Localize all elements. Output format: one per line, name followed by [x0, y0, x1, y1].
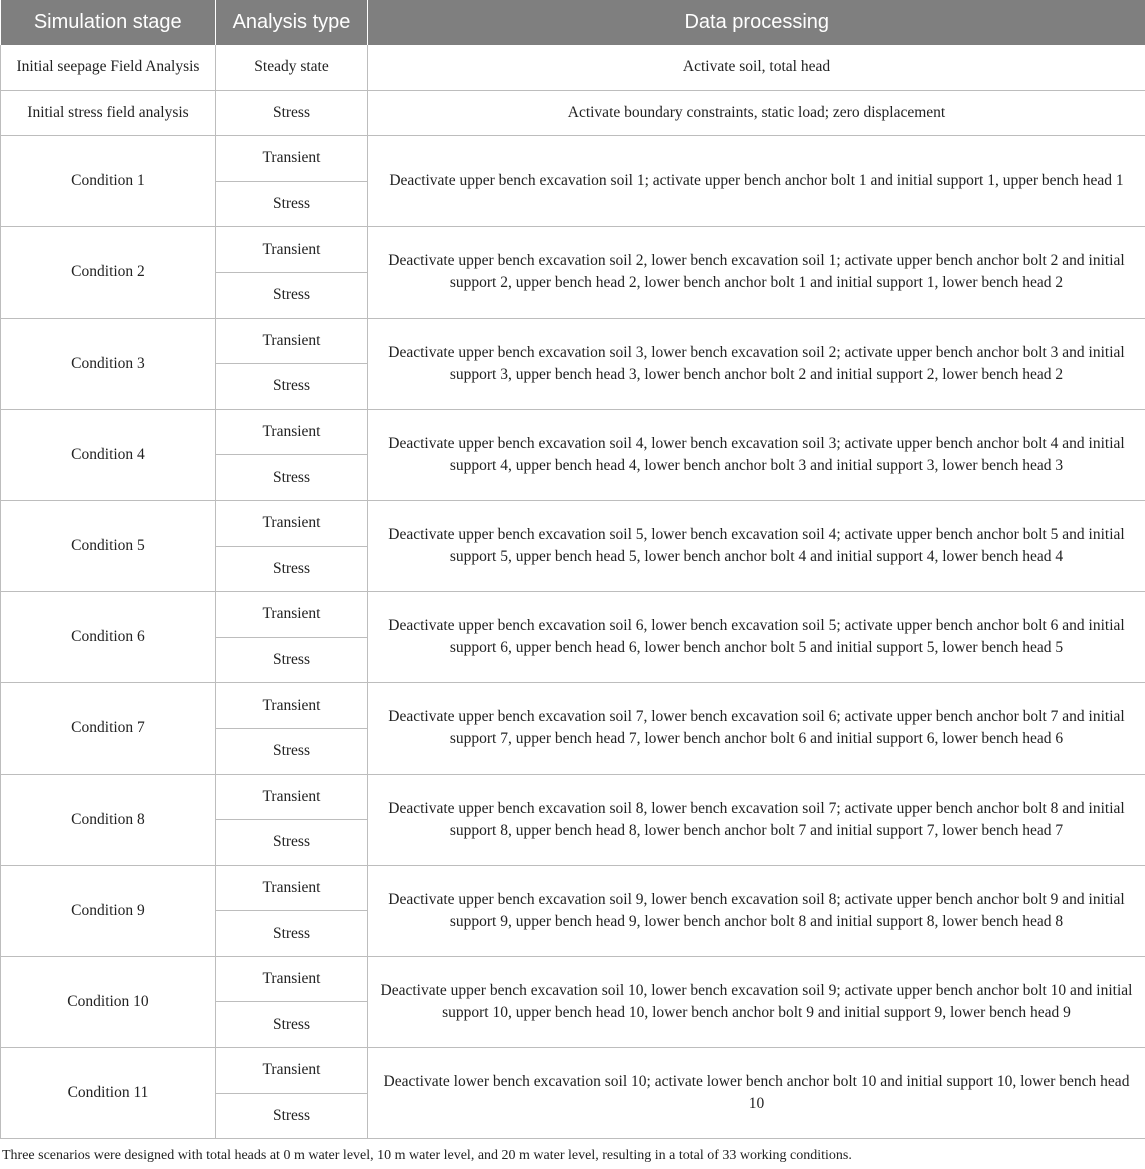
data-processing-cell: Deactivate upper bench excavation soil 6, lower bench excavation soil 5; activate upper bench anchor bolt 6 and initial support 6, upper bench head 6, lower bench anchor bolt 5 and initial support 5, lower bench head 5	[368, 592, 1145, 683]
data-processing-cell: Deactivate upper bench excavation soil 10, lower bench excavation soil 9; activate upper bench anchor bolt 10 and initial support 10, upper bench head 10, lower bench anchor bolt 9 and initial support 9, lower bench head 9	[368, 956, 1145, 1047]
stage-cell: Condition 6	[1, 592, 216, 683]
header-analysis-type: Analysis type	[216, 0, 368, 45]
analysis-type-cell: Stress	[216, 364, 368, 410]
table-row	[1, 45, 1145, 90]
stage-cell: Condition 3	[1, 318, 216, 409]
data-processing-cell: Activate boundary constraints, static load; zero displacement	[368, 90, 1145, 136]
analysis-type-cell: Transient	[216, 1048, 368, 1094]
data-processing-cell: Activate soil, total head	[368, 45, 1145, 90]
stage-cell: Initial seepage Field Analysis	[1, 45, 216, 90]
analysis-type-cell: Transient	[216, 774, 368, 820]
table-row	[1, 409, 1145, 455]
stage-cell: Condition 4	[1, 409, 216, 500]
analysis-type-cell: Transient	[216, 136, 368, 182]
header-data-processing: Data processing	[368, 0, 1145, 45]
analysis-type-cell: Stress	[216, 728, 368, 774]
table-row	[1, 136, 1145, 182]
stage-cell: Condition 10	[1, 956, 216, 1047]
table-row	[1, 865, 1145, 911]
data-processing-cell: Deactivate upper bench excavation soil 3, lower bench excavation soil 2; activate upper bench anchor bolt 3 and initial support 3, upper bench head 3, lower bench anchor bolt 2 and initial support 2, lower bench head 2	[368, 318, 1145, 409]
table-footnote: Three scenarios were designed with total heads at 0 m water level, 10 m water level, and 20 m water level, resulting in a total of 33 working conditions.	[2, 1148, 852, 1164]
analysis-type-cell: Steady state	[216, 45, 368, 90]
table-row	[1, 227, 1145, 273]
analysis-type-cell: Transient	[216, 500, 368, 546]
analysis-type-cell: Transient	[216, 683, 368, 729]
table-header-row	[1, 0, 1145, 45]
table-row	[1, 592, 1145, 638]
header-simulation-stage: Simulation stage	[1, 0, 216, 45]
data-processing-cell: Deactivate upper bench excavation soil 9, lower bench excavation soil 8; activate upper bench anchor bolt 9 and initial support 9, upper bench head 9, lower bench anchor bolt 8 and initial support 8, lower bench head 8	[368, 865, 1145, 956]
analysis-type-cell: Stress	[216, 1002, 368, 1048]
stage-cell: Condition 8	[1, 774, 216, 865]
table-row	[1, 683, 1145, 729]
data-processing-cell: Deactivate upper bench excavation soil 8, lower bench excavation soil 7; activate upper bench anchor bolt 8 and initial support 8, upper bench head 8, lower bench anchor bolt 7 and initial support 7, lower bench head 7	[368, 774, 1145, 865]
table-row	[1, 318, 1145, 364]
table-row	[1, 774, 1145, 820]
stage-cell: Condition 9	[1, 865, 216, 956]
analysis-type-cell: Transient	[216, 865, 368, 911]
table-row	[1, 956, 1145, 1002]
analysis-type-cell: Stress	[216, 272, 368, 318]
data-processing-cell: Deactivate upper bench excavation soil 1; activate upper bench anchor bolt 1 and initial support 1, upper bench head 1	[368, 136, 1145, 227]
analysis-type-cell: Transient	[216, 592, 368, 638]
analysis-type-cell: Transient	[216, 956, 368, 1002]
data-processing-cell: Deactivate lower bench excavation soil 10; activate lower bench anchor bolt 10 and initial support 10, lower bench head 10	[368, 1048, 1145, 1139]
stage-cell: Condition 5	[1, 500, 216, 591]
stage-cell: Condition 7	[1, 683, 216, 774]
data-processing-cell: Deactivate upper bench excavation soil 5, lower bench excavation soil 4; activate upper bench anchor bolt 5 and initial support 5, upper bench head 5, lower bench anchor bolt 4 and initial support 4, lower bench head 4	[368, 500, 1145, 591]
analysis-type-cell: Stress	[216, 90, 368, 136]
analysis-type-cell: Stress	[216, 1093, 368, 1139]
analysis-type-cell: Stress	[216, 181, 368, 227]
analysis-type-cell: Transient	[216, 318, 368, 364]
table-row	[1, 1048, 1145, 1094]
stage-cell: Condition 1	[1, 136, 216, 227]
stage-cell: Initial stress field analysis	[1, 90, 216, 136]
analysis-type-cell: Stress	[216, 820, 368, 866]
table-row	[1, 90, 1145, 136]
analysis-type-cell: Transient	[216, 227, 368, 273]
table-row	[1, 500, 1145, 546]
data-processing-cell: Deactivate upper bench excavation soil 7, lower bench excavation soil 6; activate upper bench anchor bolt 7 and initial support 7, upper bench head 7, lower bench anchor bolt 6 and initial support 6, lower bench head 6	[368, 683, 1145, 774]
stage-cell: Condition 2	[1, 227, 216, 318]
analysis-type-cell: Stress	[216, 911, 368, 957]
data-processing-cell: Deactivate upper bench excavation soil 4, lower bench excavation soil 3; activate upper bench anchor bolt 4 and initial support 4, upper bench head 4, lower bench anchor bolt 3 and initial support 3, lower bench head 3	[368, 409, 1145, 500]
analysis-type-cell: Stress	[216, 637, 368, 683]
analysis-type-cell: Stress	[216, 546, 368, 592]
data-processing-cell: Deactivate upper bench excavation soil 2, lower bench excavation soil 1; activate upper bench anchor bolt 2 and initial support 2, upper bench head 2, lower bench anchor bolt 1 and initial support 1, lower bench head 2	[368, 227, 1145, 318]
stage-cell: Condition 11	[1, 1048, 216, 1139]
analysis-type-cell: Transient	[216, 409, 368, 455]
analysis-type-cell: Stress	[216, 455, 368, 501]
